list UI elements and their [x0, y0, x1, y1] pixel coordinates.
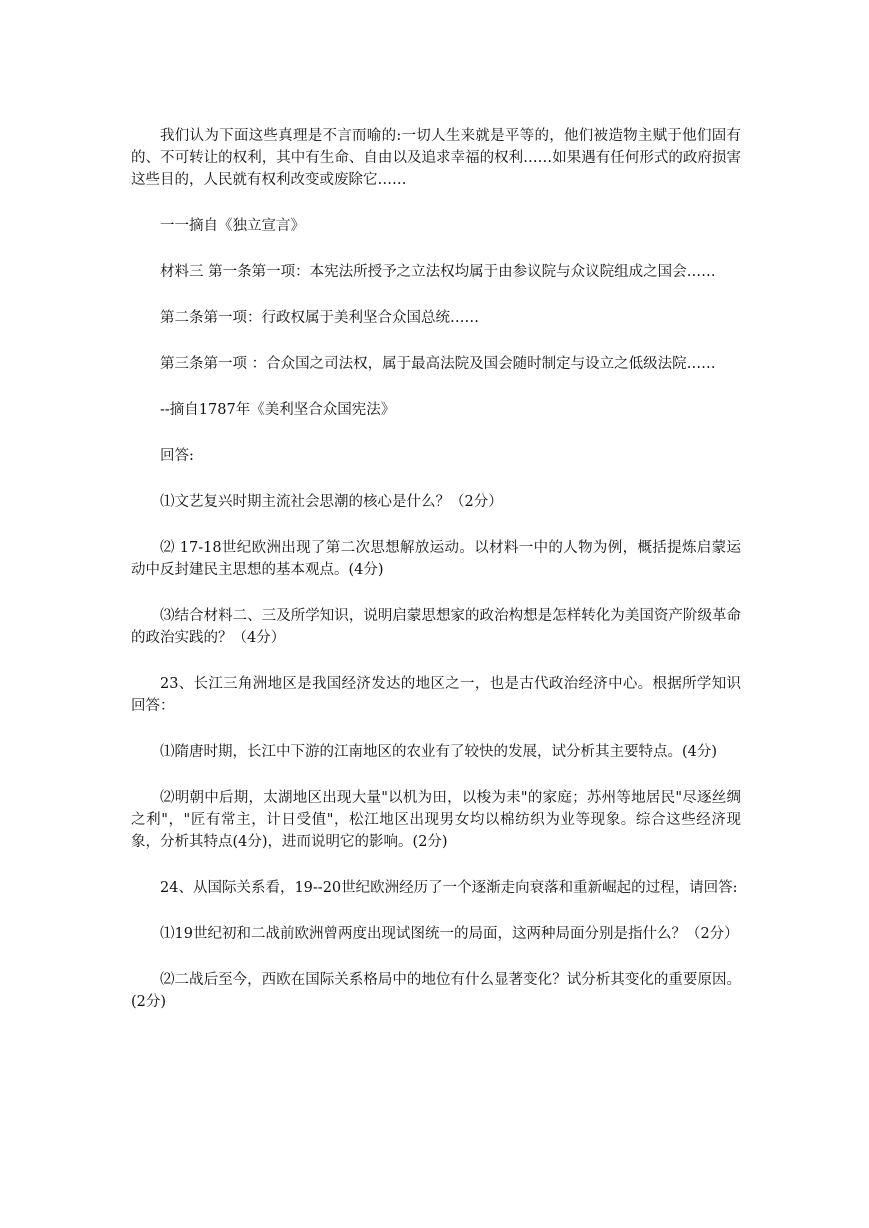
document-body: [131, 125, 741, 1037]
article-three: 第三条第一项 ：合众国之司法权，属于最高法院及国会随时制定与设立之低级法院……: [160, 356, 716, 372]
question-22-2: ⑵ 17-18世纪欧洲出现了第二次思想解放运动。以材料一中的人物为例，概括提炼启蒙运动中反封建民主思想的基本观点。(4分): [131, 540, 741, 578]
question-22-3: ⑶结合材料二、三及所学知识，说明启蒙思想家的政治构想是怎样转化为美国资产阶级革命的政治实践的？（4分）: [131, 608, 741, 646]
question-23-1: ⑴隋唐时期，长江中下游的江南地区的农业有了较快的发展，试分析其主要特点。(4分): [160, 744, 718, 760]
declaration-source: 一一摘自《独立宣言》: [160, 218, 305, 234]
constitution-source: --摘自1787年《美利坚合众国宪法》: [160, 402, 396, 418]
question-24-1: ⑴19世纪初和二战前欧洲曾两度出现试图统一的局面，这两种局面分别是指什么？（2分）: [160, 926, 739, 942]
question-24-2: ⑵二战后至今，西欧在国际关系格局中的地位有什么显著变化？试分析其变化的重要原因。(2分): [131, 972, 741, 1010]
material-three-article-one: 材料三 第一条第一项：本宪法所授予之立法权均属于由参议院与众议院组成之国会……: [160, 264, 716, 280]
question-22-1: ⑴文艺复兴时期主流社会思潮的核心是什么？（2分）: [160, 494, 503, 510]
answer-heading: 回答:: [160, 448, 194, 464]
declaration-quote: 我们认为下面这些真理是不言而喻的:一切人生来就是平等的，他们被造物主赋于他们固有的、不可转让的权利，其中有生命、自由以及追求幸福的权利……如果遇有任何形式的政府损害这些目的，人民就有权利改变或废除它……: [131, 128, 741, 188]
question-23-2: ⑵明朝中后期，太湖地区出现大量"以机为田，以梭为耒"的家庭；苏州等地居民"尽逐丝绸之利"，"匠有常主，计日受值"，松江地区出现男女均以棉纺织为业等现象。综合这些经济现象，分析其特点(4分)，进而说明它的影响。(2分): [131, 790, 741, 850]
question-24-intro: 24、从国际关系看，19--20世纪欧洲经历了一个逐渐走向衰落和重新崛起的过程，请回答:: [160, 880, 738, 896]
article-two: 第二条第一项：行政权属于美利坚合众国总统……: [160, 310, 479, 326]
question-23-intro: 23、长江三角洲地区是我国经济发达的地区之一，也是古代政治经济中心。根据所学知识回答：: [131, 676, 741, 714]
